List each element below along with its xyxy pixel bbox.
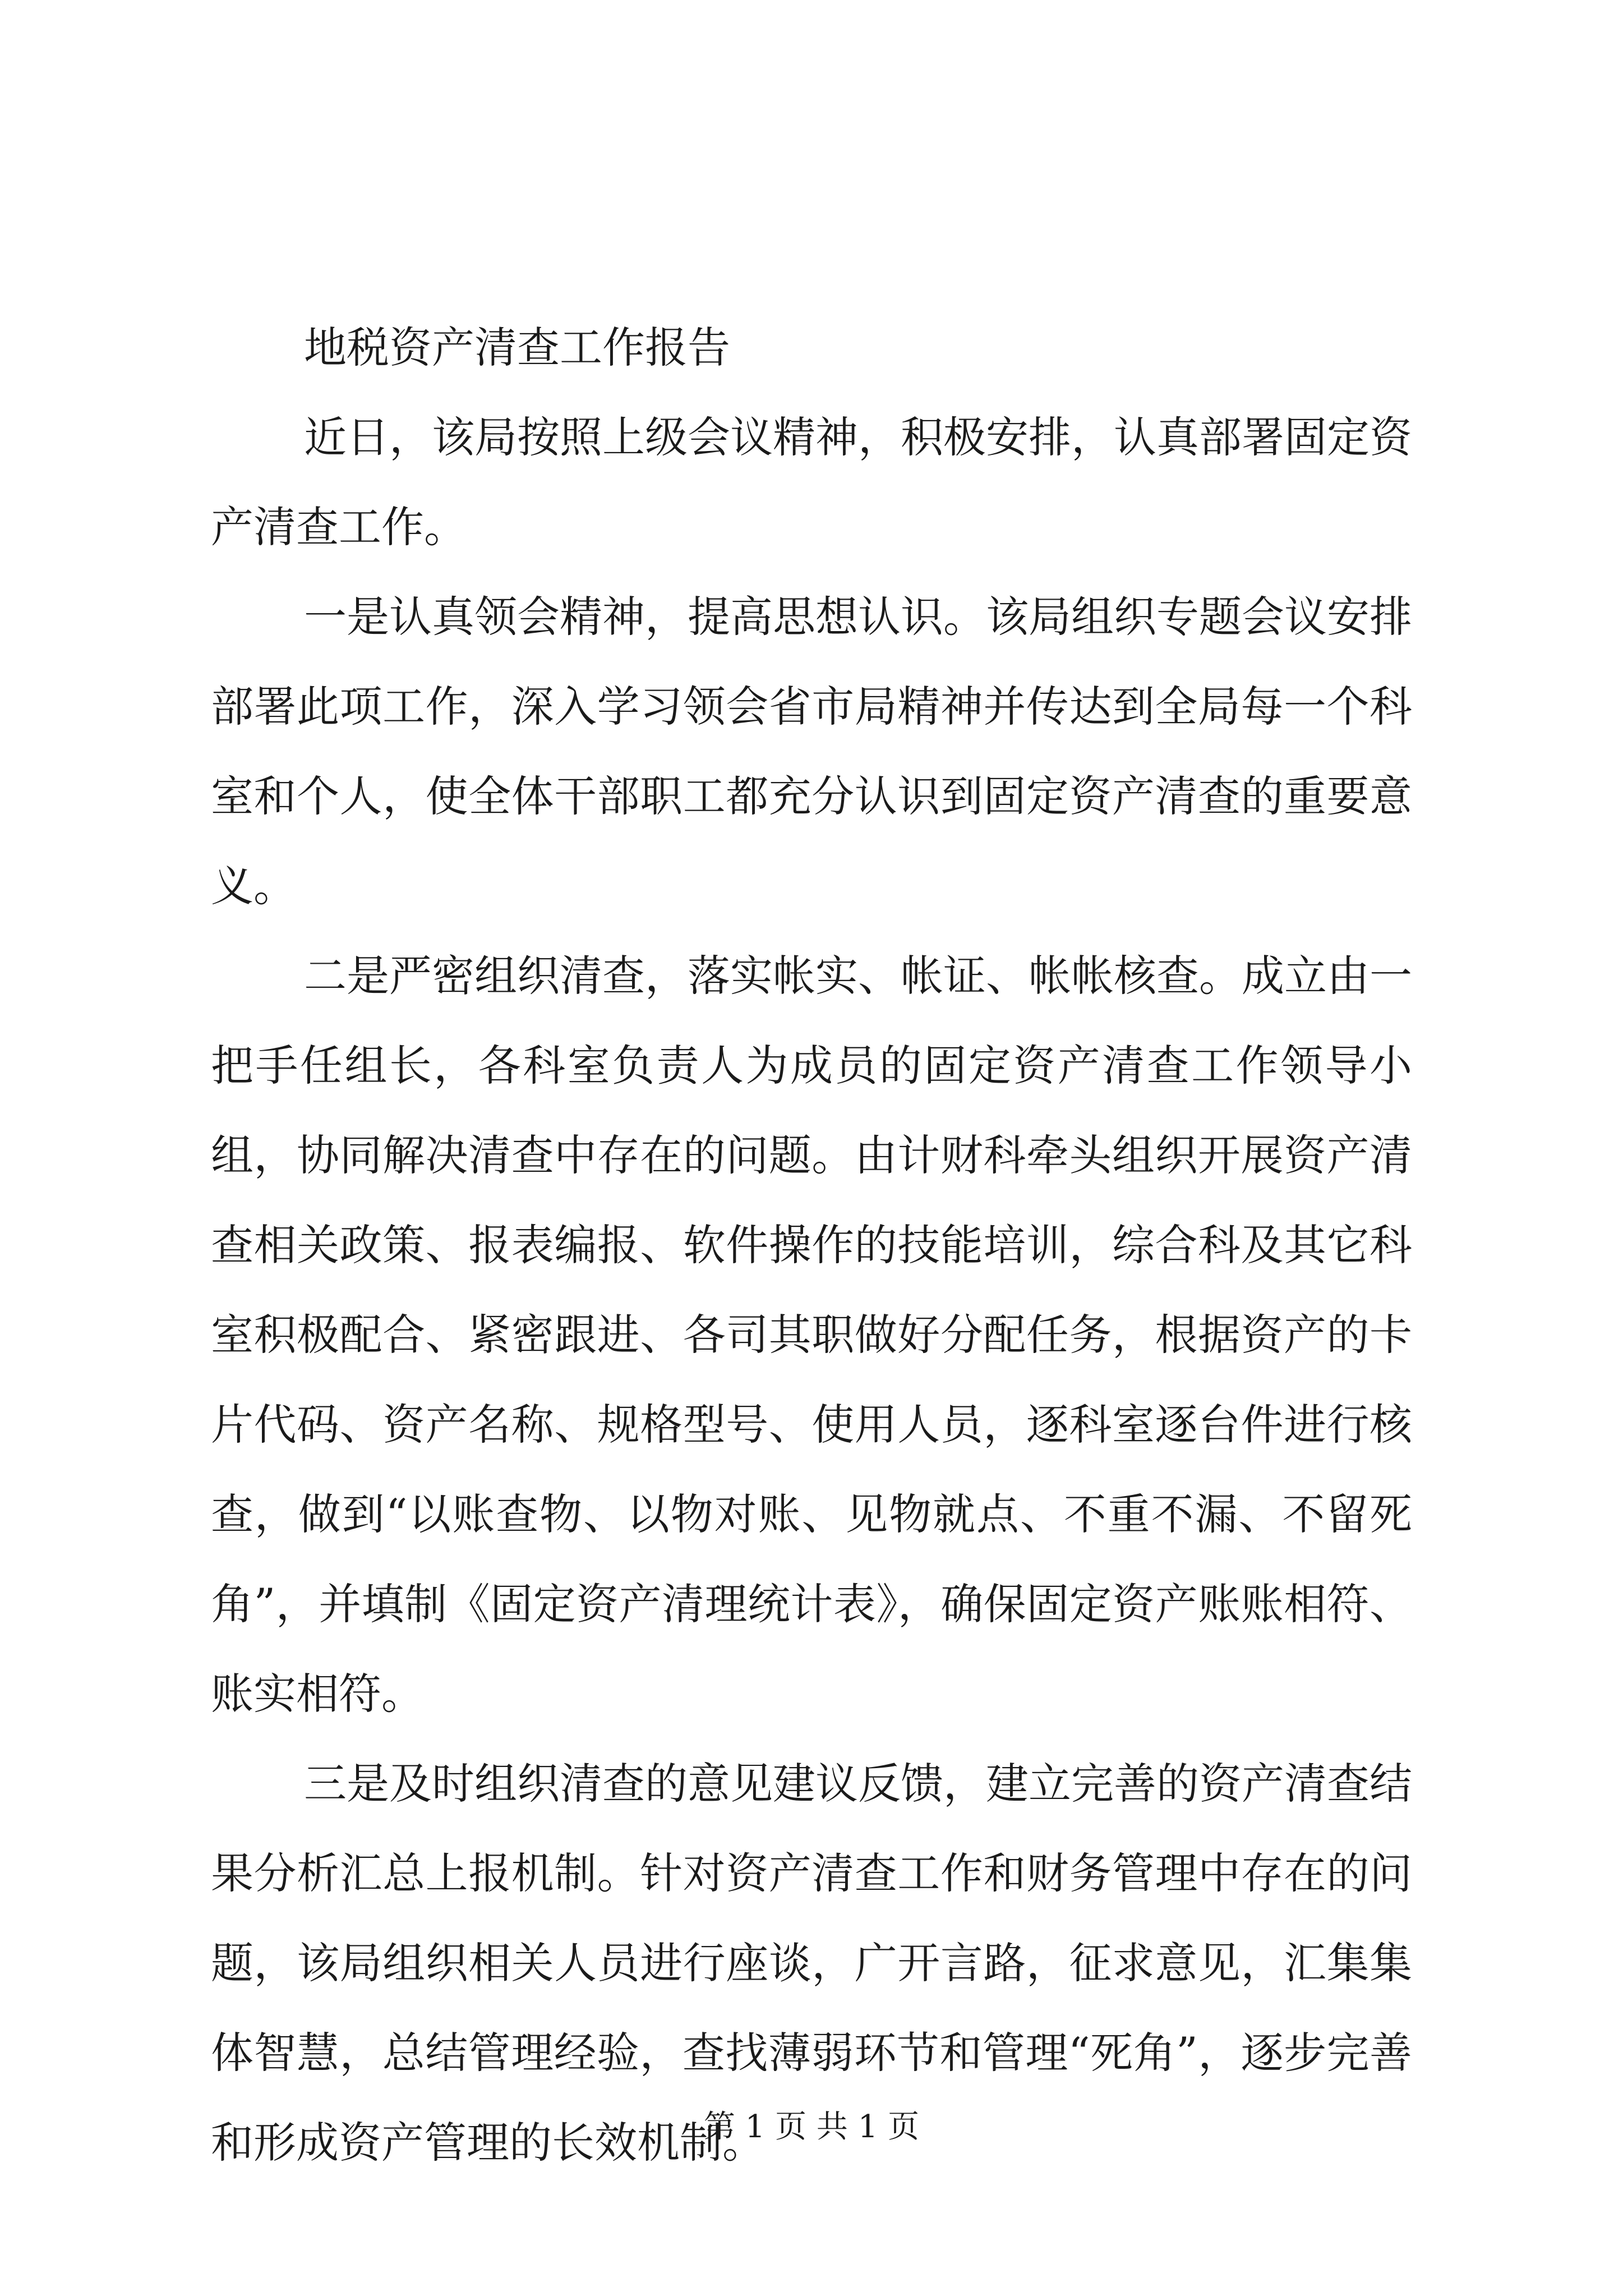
paragraph-point-two: 二是严密组织清查，落实帐实、帐证、帐帐核查。成立由一把手任组长，各科室负责人为成员的固定资产清查工作领导小组，协同解决清查中存在的问题。由计财科牵头组织开展资产清查相关政策、报表编报、软件操作的技能培训，综合科及其它科室积极配合、紧密跟进、各司其职做好分配任务，根据资产的卡片代码、资产名称、规格型号、使用人员，逐科室逐台件进行核查，做到“以账查物、以物对账、见物就点、不重不漏、不留死角”，并填制《固定资产清理统计表》，确保固定资产账账相符、账实相符。 — [211, 951, 1412, 1719]
paragraph-point-one: 一是认真领会精神，提高思想认识。该局组织专题会议安排部署此项工作，深入学习领会省市局精神并传达到全局每一个科室和个人，使全体干部职工都充分认识到固定资产清查的重要意义。 — [211, 592, 1412, 911]
page-footer: 第 1 页 共 1 页 — [703, 2109, 920, 2145]
paragraph-intro: 近日，该局按照上级会议精神，积极安排，认真部署固定资产清查工作。 — [211, 412, 1412, 552]
document-body — [211, 303, 1412, 2188]
paragraph-point-three: 三是及时组织清查的意见建议反馈，建立完善的资产清查结果分析汇总上报机制。针对资产清查工作和财务管理中存在的问题，该局组织相关人员进行座谈，广开言路，征求意见，汇集集体智慧，总结管理经验，查找薄弱环节和管理“死角”，逐步完善和形成资产管理的长效机制。 — [211, 1759, 1412, 2168]
document-title: 地税资产清查工作报告 — [304, 323, 730, 372]
